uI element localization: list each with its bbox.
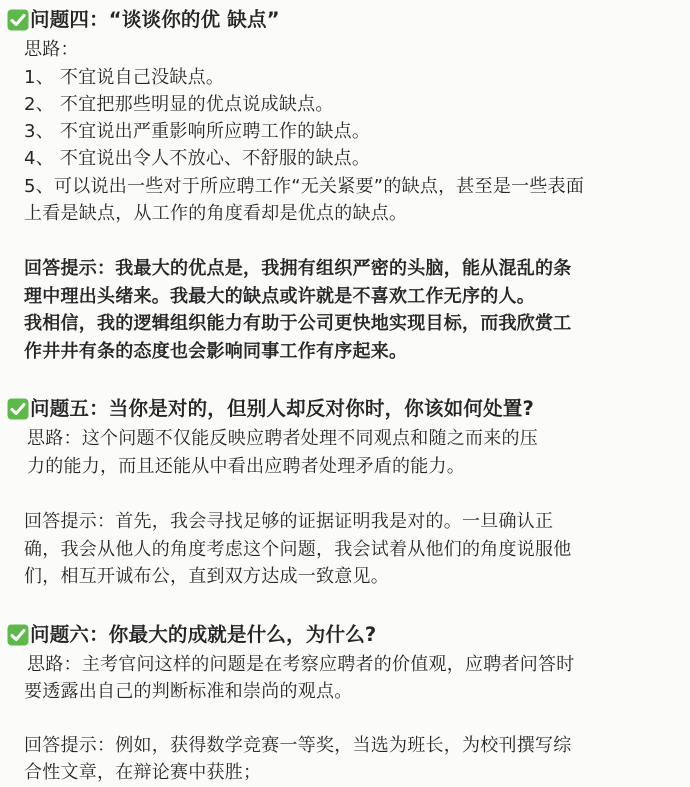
question-5-thinking	[24, 425, 676, 480]
question-6-title	[0, 619, 676, 651]
question-6-title-text: 问题六：你最大的成就是什么，为什么?	[30, 622, 377, 646]
check-mark-icon	[7, 398, 29, 420]
answer-line: 合性文章，在辩论赛中获胜；	[24, 762, 262, 784]
question-4-title-text: 问题四：“谈谈你的优 缺点”	[30, 8, 280, 31]
list-item: 1、 不宜说自己没缺点。	[24, 66, 225, 88]
answer-line: 理中理出头绪来。我最大的缺点或许就是不喜欢工作无序的人。	[24, 285, 535, 307]
answer-line: 确，我会从他人的角度考虑这个问题，我会试着从他们的角度说服他	[24, 538, 572, 560]
check-mark-icon	[7, 9, 29, 31]
list-item: 4、 不宜说出令人不放心、不舒服的缺点。	[24, 148, 371, 170]
list-item: 5、可以说出一些对于所应聘工作“无关紧要”的缺点，甚至是一些表面	[24, 175, 585, 197]
answer-line: 回答提示：首先，我会寻找足够的证据证明我是对的。一旦确认正	[24, 511, 554, 533]
question-4-points	[24, 64, 676, 228]
question-4-thinking-label: 思路：	[24, 39, 79, 60]
answer-line: 我相信，我的逻辑组织能力有助于公司更快地实现目标，而我欣赏工	[24, 313, 572, 335]
question-5-title	[0, 393, 676, 425]
answer-line: 回答提示：我最大的优点是，我拥有组织严密的头脑，能从混乱的条	[24, 258, 572, 280]
check-mark-icon	[7, 624, 29, 646]
question-6-answer	[24, 732, 676, 787]
thinking-line: 思路：主考官问这样的问题是在考察应聘者的价值观，应聘者问答时	[27, 653, 575, 675]
question-4-answer	[24, 255, 676, 365]
question-6-thinking	[24, 651, 676, 706]
thinking-line: 力的能力，而且还能从中看出应聘者处理矛盾的能力。	[27, 455, 465, 477]
answer-line: 们，相互开诚布公，直到双方达成一致意见。	[24, 566, 389, 588]
list-item: 3、 不宜说出严重影响所应聘工作的缺点。	[24, 121, 371, 143]
list-item: 2、 不宜把那些明显的优点说成缺点。	[24, 93, 334, 115]
thinking-line: 要透露出自己的判断标准和崇尚的观点。	[24, 681, 353, 703]
question-4-title	[0, 4, 676, 36]
question-5-title-text: 问题五：当你是对的，但别人却反对你时，你该如何处置?	[30, 397, 535, 421]
thinking-line: 思路：这个问题不仅能反映应聘者处理不同观点和随之而来的压	[27, 428, 538, 450]
answer-line: 回答提示：例如，获得数学竞赛一等奖，当选为班长，为校刊撰写综	[24, 734, 572, 756]
answer-line: 作井井有条的态度也会影响同事工作有序起来。	[24, 340, 408, 362]
list-item: 上看是缺点，从工作的角度看却是优点的缺点。	[24, 202, 408, 224]
question-5-answer	[24, 508, 676, 591]
